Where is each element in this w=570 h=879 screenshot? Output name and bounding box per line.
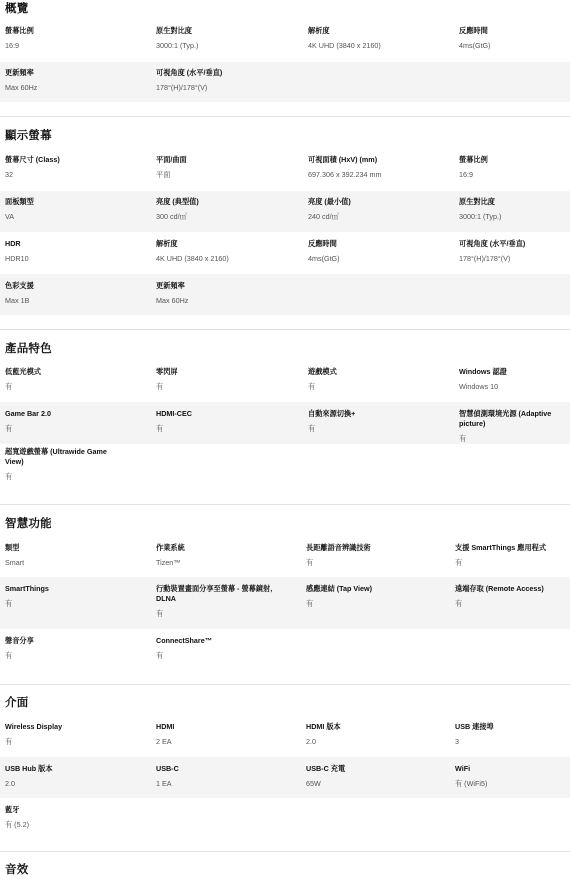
spec-item	[5, 26, 145, 51]
spec-item	[156, 281, 296, 306]
spec-item	[459, 26, 570, 51]
spec-label: USB-C 充電	[306, 764, 346, 773]
spec-item	[5, 281, 145, 306]
spec-label: 零閃屏	[156, 367, 178, 376]
spec-label: 遊戲模式	[308, 367, 337, 376]
spec-label: 螢幕比例	[5, 26, 34, 35]
spec-value: 有	[306, 599, 314, 608]
spec-value: 300 cd/㎡	[156, 212, 187, 221]
spec-item	[156, 722, 296, 747]
spec-value: 178°(H)/178°(V)	[459, 254, 511, 263]
spec-label: 類型	[5, 543, 20, 552]
spec-item	[308, 197, 448, 222]
spec-item	[459, 155, 570, 180]
spec-value: 2.0	[306, 737, 316, 746]
spec-item	[156, 636, 296, 661]
spec-item	[455, 722, 570, 747]
spec-item	[306, 764, 446, 789]
spec-value: 有	[308, 382, 316, 391]
spec-label: 色彩支援	[5, 281, 34, 290]
spec-item	[308, 409, 448, 434]
section-divider	[0, 684, 570, 685]
spec-label: USB 連接埠	[455, 722, 494, 731]
spec-label: 藍牙	[5, 805, 20, 814]
spec-label: 作業系統	[156, 543, 185, 552]
spec-label: 面板類型	[5, 197, 34, 206]
section-title-smart: 智慧功能	[5, 518, 52, 530]
spec-label: 遠端存取 (Remote Access)	[455, 584, 544, 593]
spec-value: 平面	[156, 170, 171, 179]
spec-item	[308, 239, 448, 264]
spec-value: Max 60Hz	[156, 296, 189, 305]
spec-item	[156, 68, 296, 93]
spec-item	[156, 26, 296, 51]
spec-value: 178°(H)/178°(V)	[156, 83, 208, 92]
spec-label: 螢幕尺寸 (Class)	[5, 155, 60, 164]
spec-value: 4ms(GtG)	[459, 41, 491, 50]
spec-value: 有	[156, 609, 164, 618]
spec-label: 更新頻率	[5, 68, 34, 77]
spec-label: 自動來源切換+	[308, 409, 356, 418]
spec-label: 可視角度 (水平/垂直)	[156, 68, 223, 77]
section-divider	[0, 504, 570, 505]
spec-item	[156, 543, 296, 568]
spec-value: 1 EA	[156, 779, 172, 788]
spec-value: VA	[5, 212, 15, 221]
spec-item	[156, 239, 296, 264]
spec-value: 240 cd/㎡	[308, 212, 339, 221]
spec-label: 螢幕比例	[459, 155, 488, 164]
spec-label: 可視面積 (HxV) (mm)	[308, 155, 378, 164]
spec-value: 有 (WiFi5)	[455, 779, 488, 788]
spec-value: 有	[308, 424, 316, 433]
spec-label: USB Hub 版本	[5, 764, 53, 773]
spec-value: 3000:1 (Typ.)	[156, 41, 199, 50]
spec-item	[5, 447, 123, 482]
spec-item	[308, 367, 448, 392]
spec-label: 低藍光模式	[5, 367, 41, 376]
section-title-overview: 概覽	[5, 3, 29, 15]
spec-item	[5, 409, 145, 434]
spec-value: 有	[156, 651, 164, 660]
spec-value: 有	[459, 434, 467, 443]
spec-value: 16:9	[459, 170, 473, 179]
spec-value: 697.306 x 392.234 mm	[308, 170, 382, 179]
spec-item	[455, 764, 570, 789]
spec-value: 有	[156, 424, 164, 433]
spec-value: 4K UHD (3840 x 2160)	[156, 254, 229, 263]
spec-label: HDMI	[156, 722, 175, 731]
spec-label: 長距離語音辨識技術	[306, 543, 371, 552]
spec-value: Tizen™	[156, 558, 181, 567]
spec-label: 原生對比度	[459, 197, 495, 206]
spec-item	[5, 155, 145, 180]
spec-label: SmartThings	[5, 584, 49, 593]
spec-label: 亮度 (最小值)	[308, 197, 351, 206]
spec-item	[5, 805, 145, 830]
spec-value: 有	[455, 558, 463, 567]
spec-label: 反應時間	[308, 239, 337, 248]
spec-value: 有 (5.2)	[5, 820, 29, 829]
spec-value: 4K UHD (3840 x 2160)	[308, 41, 381, 50]
spec-label: 反應時間	[459, 26, 488, 35]
spec-value: 有	[455, 599, 463, 608]
spec-label: 超寬遊戲螢幕 (Ultrawide Game View)	[5, 447, 107, 466]
spec-item	[455, 543, 567, 568]
spec-item	[459, 367, 570, 392]
spec-label: Wireless Display	[5, 722, 63, 731]
spec-item	[459, 409, 567, 444]
spec-item	[156, 764, 296, 789]
spec-value: 有	[5, 737, 13, 746]
spec-item	[5, 367, 145, 392]
spec-item	[156, 584, 288, 619]
spec-value: 有	[156, 382, 164, 391]
spec-value: HDR10	[5, 254, 29, 263]
spec-label: 可視角度 (水平/垂直)	[459, 239, 526, 248]
spec-value: 有	[5, 424, 13, 433]
spec-item	[306, 722, 446, 747]
spec-value: 2.0	[5, 779, 15, 788]
spec-label: 解析度	[308, 26, 330, 35]
spec-value: 有	[5, 651, 13, 660]
spec-value: 有	[5, 472, 13, 481]
spec-label: 更新頻率	[156, 281, 185, 290]
spec-label: 平面/曲面	[156, 155, 187, 164]
spec-label: 智慧偵測環境光源 (Adaptive picture)	[459, 409, 552, 428]
spec-value: 4ms(GtG)	[308, 254, 340, 263]
section-title-features: 產品特色	[5, 343, 52, 355]
spec-item	[306, 543, 446, 568]
spec-item	[459, 197, 570, 222]
spec-label: HDMI-CEC	[156, 409, 192, 418]
spec-value: Smart	[5, 558, 25, 567]
spec-value: 有	[5, 599, 13, 608]
spec-item	[306, 584, 446, 609]
spec-label: Windows 認證	[459, 367, 507, 376]
spec-item	[5, 239, 145, 264]
spec-label: 行動裝置畫面分享至螢幕 - 螢幕鏡射, DLNA	[156, 584, 273, 603]
spec-label: 解析度	[156, 239, 178, 248]
spec-item	[5, 764, 145, 789]
spec-label: Game Bar 2.0	[5, 409, 51, 418]
spec-value: 有	[306, 558, 314, 567]
spec-item	[308, 26, 448, 51]
spec-item	[156, 197, 296, 222]
spec-value: 有	[5, 382, 13, 391]
section-title-audio: 音效	[5, 864, 29, 876]
spec-item	[5, 197, 145, 222]
section-title-display: 顯示螢幕	[5, 130, 52, 142]
spec-label: ConnectShare™	[156, 636, 212, 645]
section-title-interface: 介面	[5, 697, 29, 709]
spec-item	[156, 367, 296, 392]
spec-item	[308, 155, 448, 180]
spec-value: Max 60Hz	[5, 83, 38, 92]
spec-value: 3	[455, 737, 459, 746]
spec-value: 65W	[306, 779, 321, 788]
spec-value: Max 1B	[5, 296, 30, 305]
spec-label: USB-C	[156, 764, 179, 773]
spec-item	[5, 68, 145, 93]
spec-label: 聲音分享	[5, 636, 34, 645]
spec-label: 感應連結 (Tap View)	[306, 584, 373, 593]
spec-value: Windows 10	[459, 382, 499, 391]
spec-item	[5, 636, 145, 661]
spec-item	[156, 155, 296, 180]
spec-label: HDMI 版本	[306, 722, 341, 731]
spec-item	[459, 239, 570, 264]
spec-value: 2 EA	[156, 737, 172, 746]
spec-value: 16:9	[5, 41, 19, 50]
spec-value: 3000:1 (Typ.)	[459, 212, 502, 221]
section-divider	[0, 851, 570, 852]
spec-label: 原生對比度	[156, 26, 192, 35]
spec-item	[5, 543, 145, 568]
spec-label: WiFi	[455, 764, 471, 773]
spec-item	[455, 584, 567, 609]
spec-item	[5, 584, 145, 609]
spec-item	[5, 722, 145, 747]
spec-label: 亮度 (典型值)	[156, 197, 199, 206]
section-divider	[0, 116, 570, 117]
spec-label: 支援 SmartThings 應用程式	[455, 543, 547, 552]
spec-item	[156, 409, 296, 434]
spec-value: 32	[5, 170, 13, 179]
spec-label: HDR	[5, 239, 21, 248]
section-divider	[0, 329, 570, 330]
